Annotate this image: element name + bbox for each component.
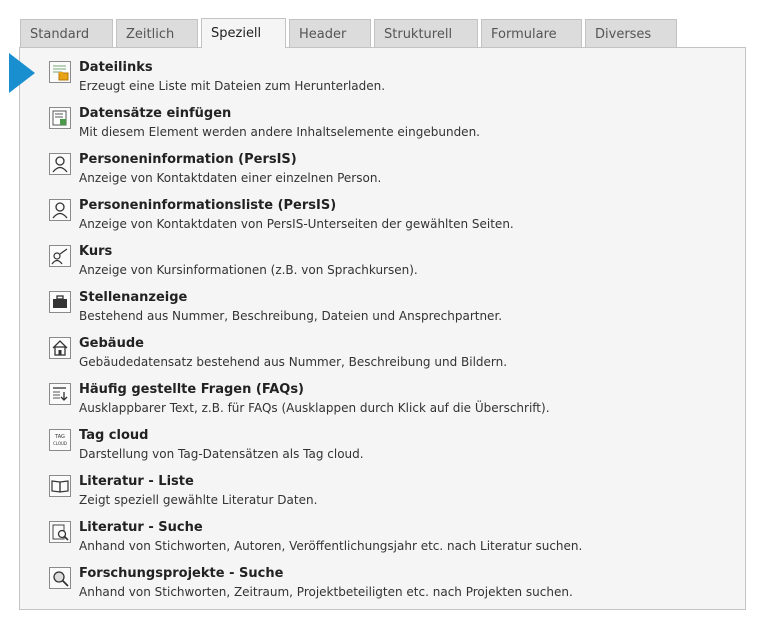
content-element-panel bbox=[19, 47, 746, 610]
research-search-icon bbox=[49, 567, 71, 589]
item-description: Anzeige von Kursinformationen (z.B. von Sprachkursen). bbox=[79, 263, 418, 277]
item-title: Personeninformationsliste (PersIS) bbox=[79, 198, 337, 213]
tag-cloud-icon bbox=[49, 429, 71, 451]
item-title: Literatur - Suche bbox=[79, 520, 203, 535]
list-item-tag-cloud[interactable] bbox=[49, 428, 749, 470]
list-item-literatur-liste[interactable] bbox=[49, 474, 749, 516]
tab-formulare[interactable]: Formulare bbox=[481, 19, 582, 48]
list-item-forschungsprojekte-suche[interactable] bbox=[49, 566, 749, 608]
person-icon bbox=[49, 199, 71, 221]
list-item-kurs[interactable] bbox=[49, 244, 749, 286]
item-description: Gebäudedatensatz bestehend aus Nummer, Beschreibung und Bildern. bbox=[79, 355, 508, 369]
tab-diverses[interactable]: Diverses bbox=[585, 19, 677, 48]
list-item-personeninformation[interactable] bbox=[49, 152, 749, 194]
tab-speziell[interactable]: Speziell bbox=[201, 18, 286, 48]
tab-zeitlich[interactable]: Zeitlich bbox=[116, 19, 198, 48]
item-description: Bestehend aus Nummer, Beschreibung, Dateien und Ansprechpartner. bbox=[79, 309, 503, 323]
item-title: Dateilinks bbox=[79, 60, 153, 75]
building-icon bbox=[49, 337, 71, 359]
briefcase-icon bbox=[49, 291, 71, 313]
item-description: Anzeige von Kontaktdaten von PersIS-Unterseiten der gewählten Seiten. bbox=[79, 217, 514, 231]
item-description: Darstellung von Tag-Datensätzen als Tag cloud. bbox=[79, 447, 364, 461]
item-title: Datensätze einfügen bbox=[79, 106, 232, 121]
list-item-datensaetze-einfuegen[interactable] bbox=[49, 106, 749, 148]
list-item-faq[interactable] bbox=[49, 382, 749, 424]
course-icon bbox=[49, 245, 71, 267]
insert-records-icon bbox=[49, 107, 71, 129]
item-title: Stellenanzeige bbox=[79, 290, 188, 305]
tab-header[interactable]: Header bbox=[289, 19, 371, 48]
book-icon bbox=[49, 475, 71, 497]
item-title: Personeninformation (PersIS) bbox=[79, 152, 297, 167]
item-description: Zeigt speziell gewählte Literatur Daten. bbox=[79, 493, 318, 507]
item-title: Gebäude bbox=[79, 336, 144, 351]
item-description: Erzeugt eine Liste mit Dateien zum Herunterladen. bbox=[79, 79, 386, 93]
list-item-personeninformationsliste[interactable] bbox=[49, 198, 749, 240]
item-title: Kurs bbox=[79, 244, 113, 259]
item-title: Häufig gestellte Fragen (FAQs) bbox=[79, 382, 304, 397]
file-links-icon bbox=[49, 61, 71, 83]
item-title: Literatur - Liste bbox=[79, 474, 194, 489]
person-icon bbox=[49, 153, 71, 175]
item-description: Ausklappbarer Text, z.B. für FAQs (Ausklappen durch Klick auf die Überschrift). bbox=[79, 401, 550, 415]
item-description: Anhand von Stichworten, Autoren, Veröffentlichungsjahr etc. nach Literatur suchen. bbox=[79, 539, 583, 553]
faq-icon bbox=[49, 383, 71, 405]
item-description: Anhand von Stichworten, Zeitraum, Projektbeteiligten etc. nach Projekten suchen. bbox=[79, 585, 573, 599]
list-item-dateilinks[interactable] bbox=[49, 60, 749, 102]
list-item-literatur-suche[interactable] bbox=[49, 520, 749, 562]
item-description: Anzeige von Kontaktdaten einer einzelnen Person. bbox=[79, 171, 382, 185]
item-title: Tag cloud bbox=[79, 428, 149, 443]
selection-marker-arrow bbox=[9, 53, 35, 93]
tag-cloud-icon-text: TAG bbox=[55, 434, 65, 440]
item-title: Forschungsprojekte - Suche bbox=[79, 566, 284, 581]
tab-strukturell[interactable]: Strukturell bbox=[374, 19, 478, 48]
item-description: Mit diesem Element werden andere Inhaltselemente eingebunden. bbox=[79, 125, 480, 139]
tag-cloud-icon-text: CLOUD bbox=[52, 441, 68, 446]
search-document-icon bbox=[49, 521, 71, 543]
list-item-gebaeude[interactable] bbox=[49, 336, 749, 378]
tab-bar bbox=[20, 18, 680, 48]
list-item-stellenanzeige[interactable] bbox=[49, 290, 749, 332]
tab-standard[interactable]: Standard bbox=[20, 19, 113, 48]
